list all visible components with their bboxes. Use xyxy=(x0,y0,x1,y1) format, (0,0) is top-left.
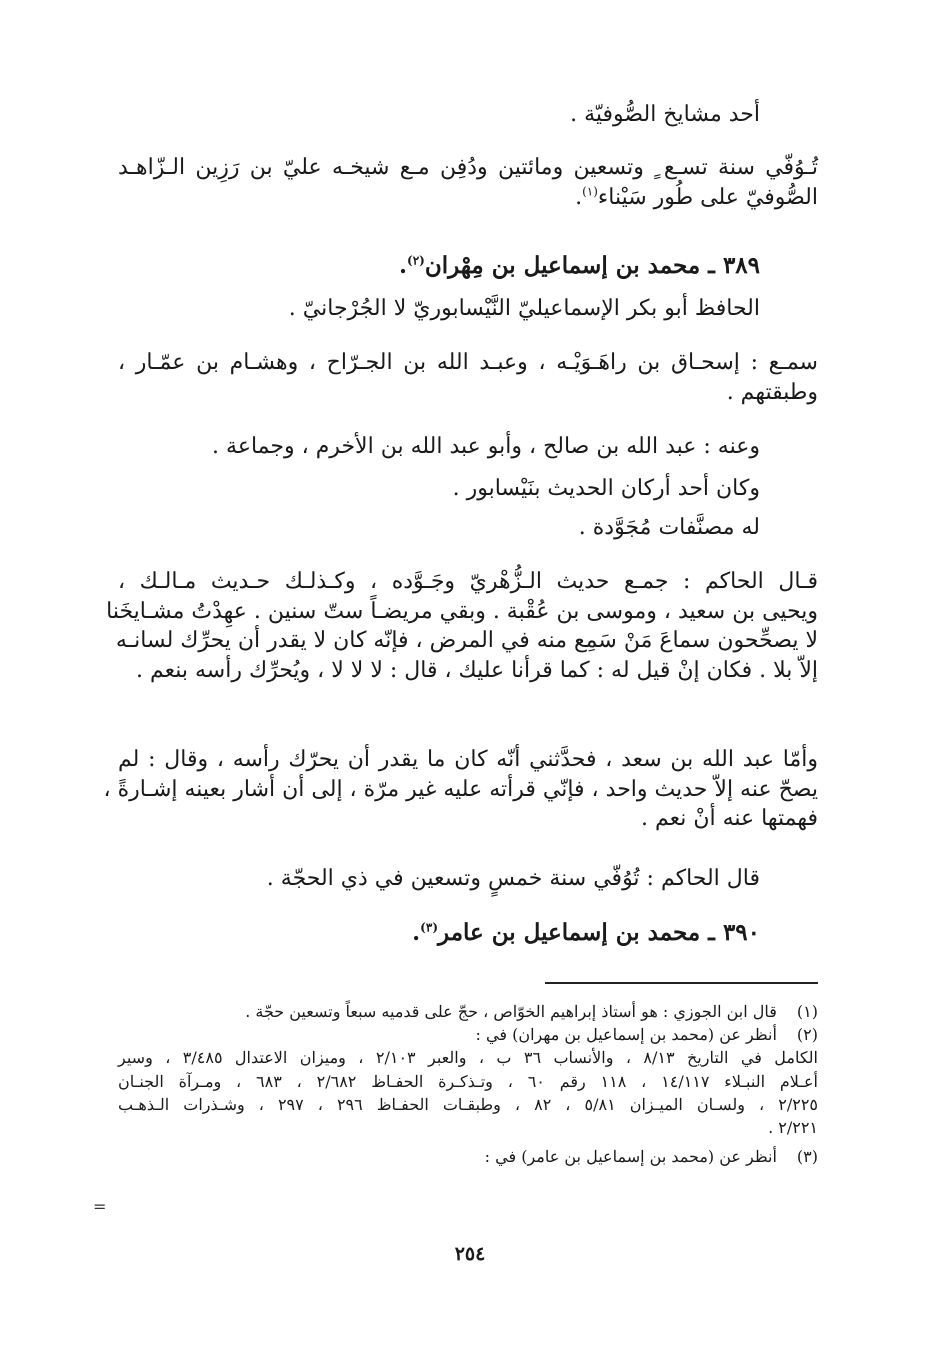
paragraph-hakim-death: قال الحاكم : تُوُفّي سنة خمسٍ وتسعين في ذي الحجّة . xyxy=(266,866,760,891)
entry-390-heading: ٣٩٠ ـ محمد بن إسماعيل بن عامر$^{(٣)}$. xyxy=(412,919,760,946)
text-line: فهمتها عنه أنْ نعم . xyxy=(640,806,818,832)
paragraph-abdullah-ibn-saad xyxy=(103,745,818,834)
entry-389-students: وعنه : عبد الله بن صالح ، وأبو عبد الله بن الأخرم ، وجماعة . xyxy=(212,434,760,459)
page-number: ٢٥٤ xyxy=(454,1243,486,1265)
text-line: إلاّ بلا . فكان إنْ قيل له : كما قرأنا عليك ، قال : لا لا لا ، ويُحرِّك رأسه بنعم . xyxy=(135,658,818,684)
text-line: أحد مشايخ الصُّوفيّة . xyxy=(570,102,760,127)
entry-389-rank: وكان أحد أركان الحديث بنَيْسابور . xyxy=(452,476,760,501)
paragraph-intro xyxy=(570,100,760,130)
entry-389-heading: ٣٨٩ ـ محمد بن إسماعيل بن مِهْران$^{(٢)}$. xyxy=(399,252,760,279)
footnote-divider xyxy=(545,982,818,984)
text-line: وطبقتهم . xyxy=(726,379,818,405)
text-line: ويحيى بن سعيد ، وموسى بن عُقْبة . وبقي مريضـاً ستّ سنين . عهِدْتُ مشـايخَنا xyxy=(106,598,818,624)
text-line: لا يصحِّحون سماعَ مَنْ سَمِع منه في المرض ، فإنّه كان لا يقدر أن يحرِّك لسانـه xyxy=(115,628,818,654)
text-line: تُـوُفّي سنة تسـع ٍ وتسعين ومائتين ودُفِن مـع شيخـه عليّ بن رَزِين الـزّاهـد xyxy=(118,155,818,180)
paragraph-death xyxy=(118,153,818,212)
footnote-2-line: ٢/٢٢١ . xyxy=(768,1117,818,1137)
footnote-2: (٢) أنظر عن (محمد بن إسماعيل بن مهران) في : xyxy=(475,1025,818,1045)
paragraph-hakim-quote xyxy=(106,567,818,686)
entry-389-teachers xyxy=(118,348,818,407)
text-line: سمـع : إسحـاق بن راهَـوَيْـه ، وعبـد الله بن الجـرّاح ، وهشـام بن عمّـار ، xyxy=(118,350,818,375)
footnote-2-line: أعـلام النبـلاء ١٤/١١٧ ، ١١٨ رقم ٦٠ ، وتـذكـرة الحفـاظ ٢/٦٨٢ ، ٦٨٣ ، ومـرآة الجنـان xyxy=(118,1071,818,1091)
footnote-1: (١) قال ابن الجوزي : هو أستاذ إبراهيم الخوّاص ، حجّ على قدميه سبعاً وتسعين حجّة . xyxy=(245,1002,818,1021)
margin-mark: = xyxy=(93,1197,107,1216)
entry-389-works: له مصنَّفات مُجَوَّدة . xyxy=(578,515,760,540)
footnote-2-line: ٢/٢٢٥ ، ولسـان الميـزان ٥/٨١ ، ٨٢ ، وطبقـات الحفـاظ ٢٩٦ ، ٢٩٧ ، وشـذرات الـذهـب xyxy=(118,1094,818,1114)
footnote-ref: (٣) xyxy=(420,920,438,935)
text-line: قـال الحاكم : جمـع حديث الـزُّهْريّ وجَـوَّده ، وكـذلـك حـديث مـالـك ، xyxy=(118,569,818,594)
footnotes xyxy=(118,1000,818,1168)
text-line: وأمّا عبد الله بن سعد ، فحدَّثني أنّه كان ما يقدر أن يحرّك رأسه ، وقال : لم xyxy=(118,747,818,772)
text-line: يصحّ عنه إلاّ حديث واحد ، فإنّي قرأته عليه غير مرّة ، إلى أن أشار بعينه إشـارةً ، xyxy=(103,776,818,802)
text-line: الصُّوفيّ على طُور سَيْناء$^{(١)}$. xyxy=(575,184,818,210)
footnote-2-line: الكامل في التاريخ ٨/١٣ ، والأنساب ٣٦ ب ، والعبر ٢/١٠٣ ، وميزان الاعتدال ٣/٤٨٥ ، وسير xyxy=(118,1048,818,1068)
entry-389-description: الحافظ أبو بكر الإسماعيليّ النَّيْسابوريّ لا الجُرْجانيّ . xyxy=(288,296,760,321)
footnote-3: (٣) أنظر عن (محمد بن إسماعيل بن عامر) في : xyxy=(484,1147,818,1167)
footnote-ref: (١) xyxy=(582,184,598,199)
footnote-ref: (٢) xyxy=(407,253,425,268)
